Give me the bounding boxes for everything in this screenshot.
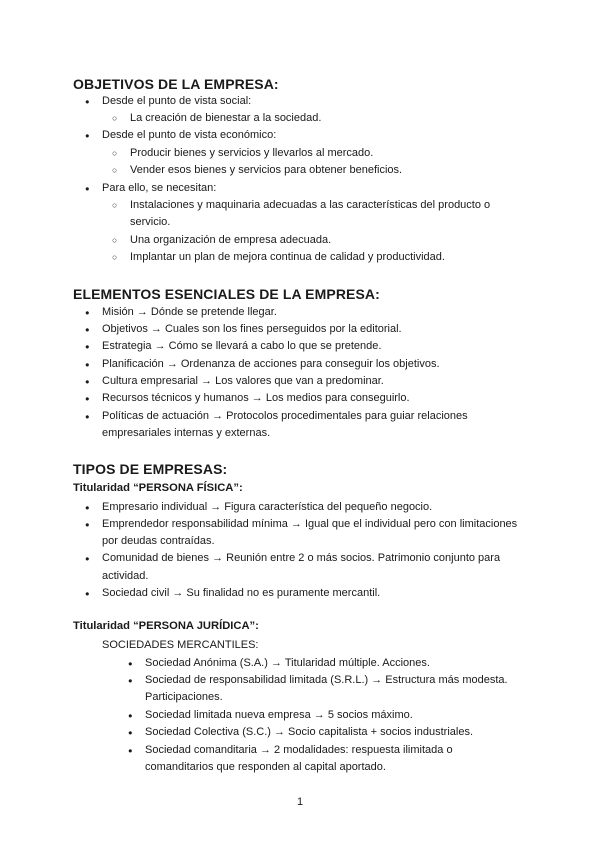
sub-bullet-icon (112, 162, 117, 180)
list-item: Empresario individual → Figura característica del pequeño negocio. (102, 501, 433, 513)
sub-bullet-icon (112, 197, 117, 215)
list-item: Sociedad comanditaria → 2 modalidades: respuesta ilimitada o (145, 744, 453, 756)
list-item: Recursos técnicos y humanos → Los medios para conseguirlo. (102, 392, 410, 404)
bullet-icon (128, 742, 133, 761)
objetivos-heading: OBJETIVOS DE LA EMPRESA: (73, 76, 279, 92)
list-item-continuation: comanditarios que responden al capital aportado. (145, 761, 386, 773)
fisica-subheading: Titularidad “PERSONA FÍSICA”: (73, 482, 243, 494)
sub-bullet-icon (112, 110, 117, 128)
list-item: Estrategia → Cómo se llevará a cabo lo que se pretende. (102, 340, 382, 352)
sub-list-item: Implantar un plan de mejora continua de calidad y productividad. (130, 251, 445, 263)
sub-list-item: Producir bienes y servicios y llevarlos al mercado. (130, 147, 374, 159)
list-item: Comunidad de bienes → Reunión entre 2 o más socios. Patrimonio conjunto para (102, 552, 501, 564)
list-item: Objetivos → Cuales son los fines perseguidos por la editorial. (102, 323, 402, 335)
list-item-continuation: por deudas contraídas. (102, 535, 215, 547)
list-item: Políticas de actuación → Protocolos procedimentales para guiar relaciones (102, 410, 468, 422)
sub-list-item: Una organización de empresa adecuada. (130, 234, 332, 246)
sub-list-item: La creación de bienestar a la sociedad. (130, 112, 322, 124)
mercantiles-label: SOCIEDADES MERCANTILES: (102, 639, 259, 651)
bullet-icon (85, 516, 90, 535)
sub-bullet-icon (112, 249, 117, 267)
elementos-heading: ELEMENTOS ESENCIALES DE LA EMPRESA: (73, 286, 380, 302)
list-item: Desde el punto de vista social: (102, 95, 252, 107)
list-item-continuation: Participaciones. (145, 691, 223, 703)
list-item: Cultura empresarial → Los valores que van a predominar. (102, 375, 384, 387)
sub-list-item-continuation: servicio. (130, 216, 171, 228)
bullet-icon (85, 408, 90, 427)
list-item: Desde el punto de vista económico: (102, 129, 277, 141)
bullet-icon (85, 338, 90, 357)
list-item: Sociedad limitada nueva empresa → 5 socios máximo. (145, 709, 413, 721)
bullet-icon (128, 724, 133, 743)
bullet-icon (85, 550, 90, 569)
list-item: Emprendedor responsabilidad mínima → Igual que el individual pero con limitaciones (102, 518, 518, 530)
tipos-heading: TIPOS DE EMPRESAS: (73, 461, 228, 477)
list-item: Sociedad de responsabilidad limitada (S.R.L.) → Estructura más modesta. (145, 674, 508, 686)
bullet-icon (85, 390, 90, 409)
list-item: Sociedad Anónima (S.A.) → Titularidad múltiple. Acciones. (145, 657, 430, 669)
juridica-subheading: Titularidad “PERSONA JURÍDICA”: (73, 620, 259, 632)
list-item: Sociedad Colectiva (S.C.) → Socio capitalista + socios industriales. (145, 726, 474, 738)
list-item: Planificación → Ordenanza de acciones para conseguir los objetivos. (102, 358, 440, 370)
page-number: 1 (296, 796, 304, 808)
bullet-icon (85, 127, 90, 146)
sub-bullet-icon (112, 145, 117, 163)
bullet-icon (128, 672, 133, 691)
bullet-icon (85, 180, 90, 199)
sub-bullet-icon (112, 232, 117, 250)
sub-list-item: Instalaciones y maquinaria adecuadas a las características del producto o (130, 199, 491, 211)
list-item: Para ello, se necesitan: (102, 182, 217, 194)
bullet-icon (85, 93, 90, 112)
list-item: Misión → Dónde se pretende llegar. (102, 306, 277, 318)
bullet-icon (85, 585, 90, 604)
sub-list-item: Vender esos bienes y servicios para obtener beneficios. (130, 164, 403, 176)
list-item: Sociedad civil → Su finalidad no es puramente mercantil. (102, 587, 381, 599)
list-item-continuation: actividad. (102, 570, 149, 582)
list-item-continuation: empresariales internas y externas. (102, 427, 271, 439)
